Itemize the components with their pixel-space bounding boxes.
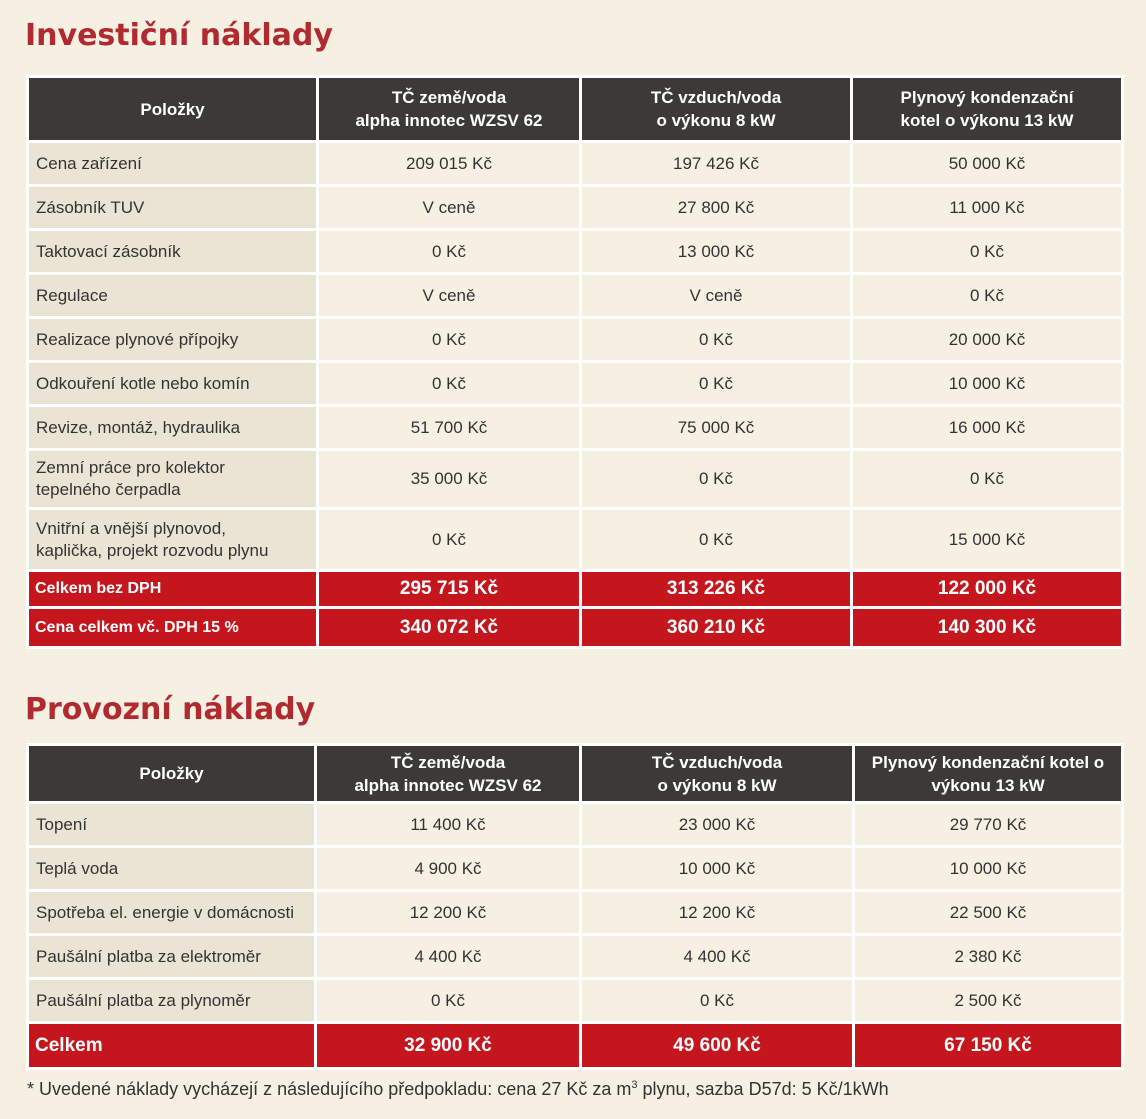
cell-value: 0 Kč [582,319,850,360]
footnote-text: * Uvedené náklady vycházejí z následujícího předpokladu: cena 27 Kč za m [27,1079,632,1099]
row-label [29,804,314,845]
cell-value: 0 Kč [319,363,579,404]
cell-value: 51 700 Kč [319,407,579,448]
cell-value: 0 Kč [582,363,850,404]
table-row [29,980,1121,1021]
cell-value: 50 000 Kč [853,143,1121,184]
total-value: 360 210 Kč [582,609,850,646]
cell-value: 2 500 Kč [855,980,1121,1021]
operating-costs-table [26,743,1124,1070]
header-line: Položky [140,99,205,119]
cell-value: 16 000 Kč [853,407,1121,448]
row-label-line: Cena zařízení [36,153,142,173]
cell-value: 0 Kč [319,231,579,272]
cell-value: 11 000 Kč [853,187,1121,228]
row-label-line: Spotřeba el. energie v domácnosti [36,902,294,922]
header-option-1 [319,78,579,140]
row-label-line: Paušální platba za elektroměr [36,946,261,966]
total-value: 49 600 Kč [582,1024,852,1067]
cell-value: 197 426 Kč [582,143,850,184]
header-line: o výkonu 8 kW [657,775,777,795]
row-label [29,848,314,889]
row-label-line: Zásobník TUV [36,197,145,217]
header-option-2 [582,78,850,140]
cell-value: 29 770 Kč [855,804,1121,845]
table-header-row [29,78,1121,140]
header-line: Plynový kondenzační kotel o [871,752,1105,772]
cell-value: 20 000 Kč [853,319,1121,360]
table-row [29,804,1121,845]
cell-value: 0 Kč [582,980,852,1021]
header-items [29,746,314,801]
row-label [29,892,314,933]
footnote-superscript: 3 [631,1079,638,1091]
table-row [29,892,1121,933]
row-label-line: Realizace plynové přípojky [36,329,239,349]
cell-value: 12 200 Kč [317,892,579,933]
cell-value: 0 Kč [317,980,579,1021]
header-option-3 [853,78,1121,140]
total-value: 340 072 Kč [319,609,579,646]
row-label-line: Zemní práce pro kolektor [36,458,225,477]
total-value: 67 150 Kč [855,1024,1121,1067]
row-label-line: tepelného čerpadla [36,480,181,499]
row-label-line: Vnitřní a vnější plynovod, [36,518,226,538]
table-header-row [29,746,1121,801]
cell-value: 10 000 Kč [855,848,1121,889]
row-label [29,231,316,272]
table-row [29,187,1121,228]
table-row [29,407,1121,448]
cell-value: 27 800 Kč [582,187,850,228]
cell-value: 0 Kč [319,510,579,569]
total-value: 295 715 Kč [319,572,579,606]
operating-costs-title: Provozní náklady [25,692,316,727]
row-label [29,187,316,228]
header-line: TČ vzduch/voda [651,752,783,772]
header-line: Plynový kondenzační [900,88,1074,107]
cell-value: V ceně [319,187,579,228]
row-label-line: Revize, montáž, hydraulika [36,417,241,437]
cell-value: 0 Kč [582,451,850,507]
table-row [29,936,1121,977]
cell-value: 22 500 Kč [855,892,1121,933]
cell-value: 12 200 Kč [582,892,852,933]
cell-value: 35 000 Kč [319,451,579,507]
header-line: výkonu 13 kW [931,775,1045,795]
total-value: 122 000 Kč [853,572,1121,606]
investment-costs-title: Investiční náklady [25,18,333,53]
cell-value: 10 000 Kč [582,848,852,889]
row-label [29,407,316,448]
cell-value: 0 Kč [853,275,1121,316]
cell-value: 4 400 Kč [582,936,852,977]
row-label [29,275,316,316]
table-row [29,510,1121,569]
table-row [29,143,1121,184]
cell-value: 0 Kč [319,319,579,360]
header-option-2 [582,746,852,801]
total-row [29,1024,1121,1067]
total-row [29,572,1121,606]
cell-value: 13 000 Kč [582,231,850,272]
cell-value: V ceně [319,275,579,316]
cell-value: 0 Kč [582,510,850,569]
cell-value: 209 015 Kč [319,143,579,184]
total-label: Celkem bez DPH [29,572,316,606]
footnote-text-end: plynu, sazba D57d: 5 Kč/1kWh [637,1079,889,1099]
header-line: alpha innotec WZSV 62 [354,775,542,795]
row-label-line: Regulace [36,285,108,305]
cell-value: 4 400 Kč [317,936,579,977]
table-row [29,848,1121,889]
investment-costs-table [26,75,1124,649]
row-label-line: Teplá voda [36,858,119,878]
cell-value: V ceně [582,275,850,316]
header-option-1 [317,746,579,801]
header-line: TČ země/voda [390,752,506,772]
row-label [29,363,316,404]
header-line: kotel o výkonu 13 kW [900,111,1074,130]
row-label-line: Taktovací zásobník [36,241,181,261]
cell-value: 4 900 Kč [317,848,579,889]
header-line: TČ vzduch/voda [650,88,782,107]
cell-value: 0 Kč [853,451,1121,507]
total-value: 140 300 Kč [853,609,1121,646]
cell-value: 0 Kč [853,231,1121,272]
row-label [29,980,314,1021]
header-option-3 [855,746,1121,801]
header-line: o výkonu 8 kW [656,111,776,130]
cell-value: 11 400 Kč [317,804,579,845]
table-row [29,363,1121,404]
total-label: Cena celkem vč. DPH 15 % [29,609,316,646]
row-label-line: kaplička, projekt rozvodu plynu [36,540,269,560]
header-line: Položky [139,764,204,783]
header-line: alpha innotec WZSV 62 [355,111,543,130]
row-label [29,936,314,977]
row-label [29,319,316,360]
total-row [29,609,1121,646]
header-line: TČ země/voda [391,88,507,107]
row-label-line: Paušální platba za plynoměr [36,990,251,1010]
table-row [29,319,1121,360]
row-label-line: Topení [36,814,88,834]
row-label-line: Odkouření kotle nebo komín [36,373,250,393]
total-value: 32 900 Kč [317,1024,579,1067]
table-row [29,275,1121,316]
cell-value: 15 000 Kč [853,510,1121,569]
total-value: 313 226 Kč [582,572,850,606]
header-items [29,78,316,140]
cell-value: 2 380 Kč [855,936,1121,977]
row-label [29,510,316,569]
cell-value: 23 000 Kč [582,804,852,845]
row-label [29,451,316,507]
table-row [29,451,1121,507]
total-label: Celkem [29,1024,314,1067]
table-row [29,231,1121,272]
footnote [27,1079,889,1100]
cell-value: 10 000 Kč [853,363,1121,404]
row-label [29,143,316,184]
cell-value: 75 000 Kč [582,407,850,448]
